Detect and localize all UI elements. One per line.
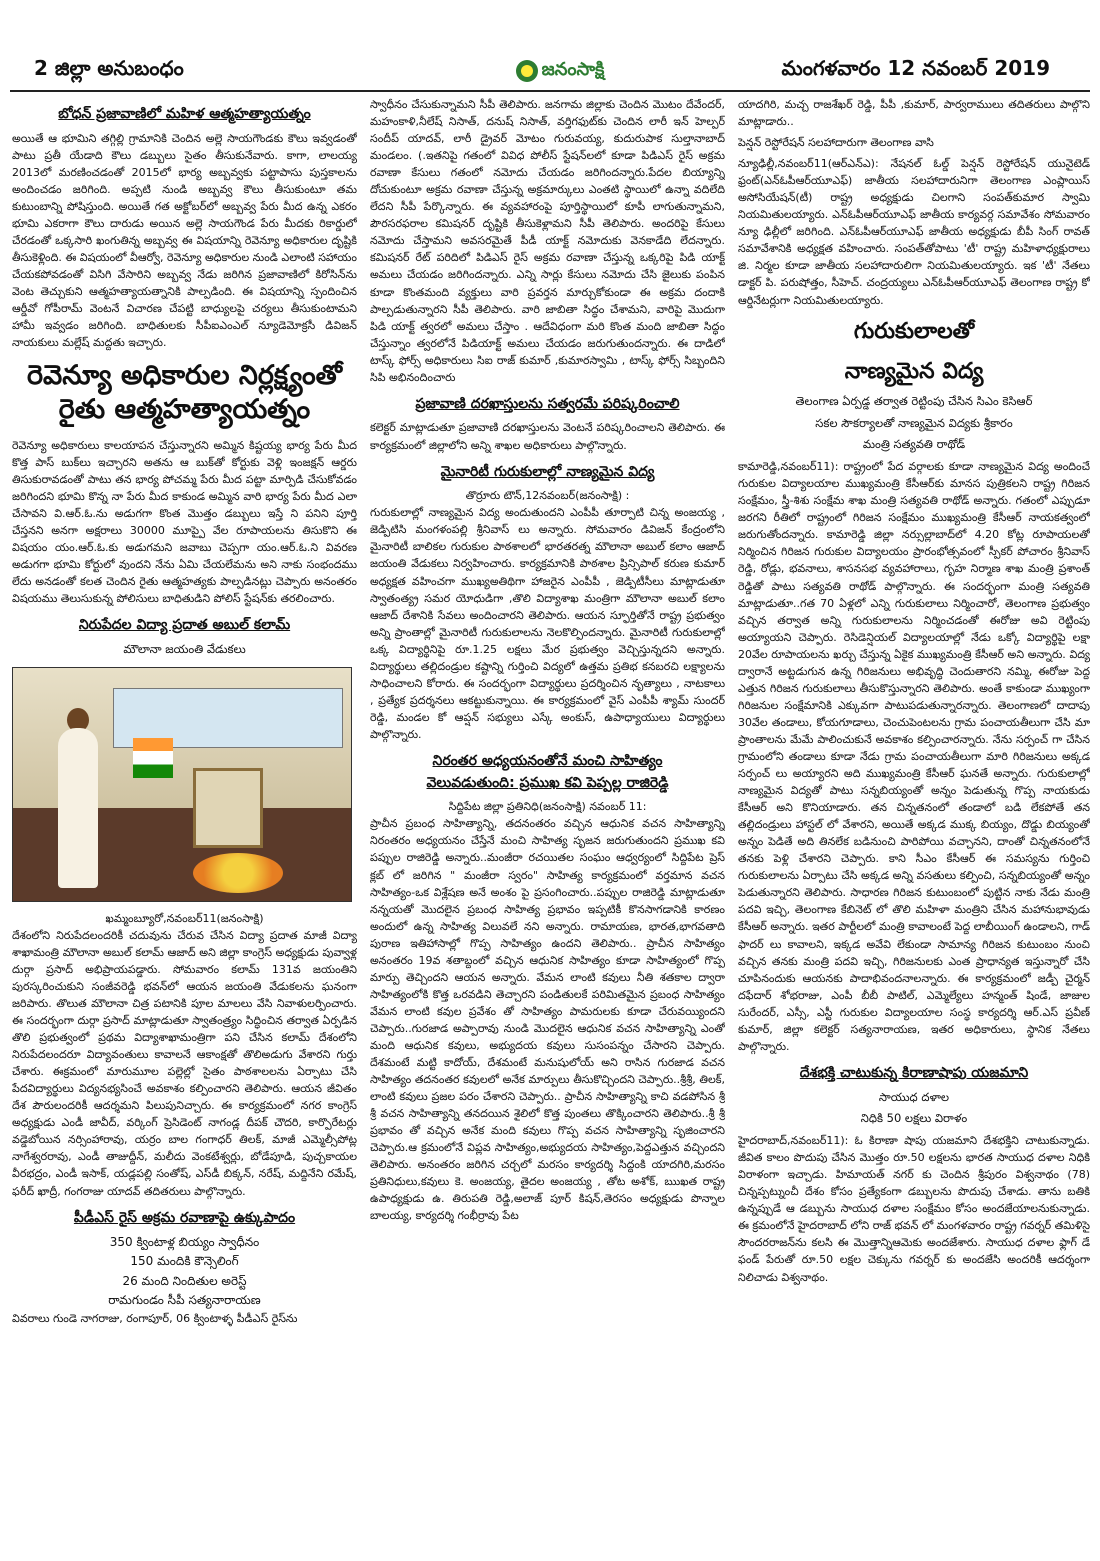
article-text: వివరాలు గుండె నాగరాజు, రంగాపూర్, 06 క్వింటాళ్ళ పీడీఎస్ రైస్‌ను: [12, 1312, 298, 1325]
headline-kalam: నిరుపేదల విద్యా ప్రదాత అబుల్ కలామ్: [78, 617, 291, 634]
column-1: [12, 96, 357, 1536]
dateline: సిద్దిపేట జిల్లా ప్రతినిధి(జనంసాక్షి) నవంబర్ 11:: [448, 800, 647, 814]
subheadline: సాయుధ దళాల: [878, 1089, 950, 1104]
column-3: [738, 96, 1090, 1536]
subheadline: సకల సౌకర్యాలతో నాణ్యమైన విద్యకు శ్రీకారం: [815, 415, 1013, 430]
article-text: యాదగిరి, మచ్చ రాజశేఖర్ రెడ్డి, పీపీ ,కుమార్, పార్వరాములు తదితరులు పాల్గొని మాట్లాడారు..: [738, 98, 1090, 129]
article-text: పెన్షన్ రెస్టోరేషన్ సలహాదారుగా తెలంగాణ వాసి: [738, 136, 934, 150]
issue-date: మంగళవారం 12 నవంబర్ 2019: [781, 56, 1050, 80]
article-text: హైదరాబాద్,నవంబర్11): ఓ కిరాణా షాపు యజమాని దేశభక్తిని చాటుకున్నాడు. జీవిత కాలం పొదుపు చేసిన మొత్తం రూ.50 లక్షలను భారత సాయుధ దళాల నిధికి విరాళంగా ఇచ్చాడు. హిమాయత్ నగర్ కు చెందిన శ్రీపురం విశ్వనాథం (78) చిన్నప్పట్నుంచీ దేశం కోసం ప్రత్యేకంగా డబ్బులను పొదుపు చేశాడు. తాను బతికి ఉన్నప్పుడే ఆ డబ్బును సాయుధ దళాల సంక్షేమం కోసం అందజేయాలనుకున్నాడు. ఈ క్రమంలోనే హైదరాబాద్ లోని రాజ్ భవన్ లో మంగళవారం రాష్ట్ర గవర్నర్ తమిళిసై సౌందరరాజన్‌ను కలసి ఈ మొత్తాన్నిఆమెకు అందజేశారు. సాయుధ దళాల ఫ్లాగ్ డే ఫండ్ పేరుతో రూ.50 లక్షల చెక్కును గవర్నర్ కు అందజేసి అందరికీ ఆదర్శంగా నిలిచాడు విశ్వనాథం.: [738, 1134, 1090, 1284]
logo-text: జనంసాక్షి: [541, 58, 605, 80]
headline-quality: నాణ్యమైన విద్య: [844, 358, 984, 384]
dateline: ఖమ్మంబ్యూరో,నవంబర్11(జనంసాక్షి): [105, 911, 264, 925]
newspaper-logo: [490, 54, 630, 88]
masthead: [10, 52, 1090, 92]
dateline: తొర్రూరు టౌన్,12నవంబర్(జనంసాక్షి) :: [465, 489, 630, 503]
headline-gurukul: గురుకులాలతో: [853, 318, 975, 344]
article-text: న్యూఢిల్లీ,నవంబర్11(ఆర్ఎన్ఎ): నేషనల్ ఓల్డ్ పెన్షన్ రెస్టోరేషన్ యునైటెడ్ ఫ్రంట్(ఎన్ఓపీఆర్‌యూఎఫ్) జాతీయ సలహాదారునిగా తెలంగాణ ఎంప్లాయిస్ అసోసియేషన్(టీ) రాష్ట్ర అధ్యక్షుడు చిలగాని సంపత్‌కుమార స్వామి నియమితులయ్యారు. ఎన్ఓపీఆర్‌యూఎఫ్ జాతీయ కార్యవర్గ సమావేశం సోమవారం న్యూ ఢిల్లీలో జరిగింది. ఎన్ఓపీఆర్‌యూఎఫ్ జాతీయ అధ్యక్షుడు బీపీ సింగ్ రావత్ సమావేశానికి అధ్యక్షత వహించారు. సంపత్‌తోపాటు 'టీ' రాష్ట్ర మహిళాధ్యక్షురాలు జి. నిర్మల కూడా జాతీయ సలహాదారులిగా నియమితులయ్యారు. ఇక 'టీ' నేతలు డాక్టర్ పి. పరుషోత్తం, సీహెచ్. చంద్రయ్యలు ఎన్ఓపీఆర్‌యూఎఫ్ తెలంగాణ రాష్ట్ర కో ఆర్డినేటర్లుగా నియమితులయ్యారు.: [738, 157, 1090, 307]
headline-prajavani: ప్రజావాణి దరఖాస్తులను సత్వరమే పరిష్కరించాలి: [415, 395, 680, 412]
article-text: కామారెడ్డి,నవంబర్11): రాష్ట్రంలో పేద వర్గాలకు కూడా నాణ్యమైన విద్య అందించే గురుకుల విద్యాలయాల ముఖ్యమంత్రి కేసీఆర్‌కు మానస పుత్రికలని రాష్ట్ర గిరిజన సంక్షేమం, స్త్రీ-శిశు సంక్షేమ శాఖ మంత్రి సత్యవతి రాథోడ్ అన్నారు. గతంలో ఎప్పుడూ జరగని రీతిలో రాష్ట్రంలో గిరిజన సంక్షేమం ముఖ్యమంత్రి కేసీఆర్ నాయకత్వంలో జరుగుతోందన్నారు. కామారెడ్డి జిల్లా నర్సుల్లాబాద్‌లో 4.20 కోట్ల రూపాయలతో నిర్మించిన గిరిజన గురుకుల విద్యాలయం ప్రారంభోత్సవంలో స్పీకర్ పోచారం శ్రీనివాస్ రెడ్డి, రోడ్లు, భవనాలు, శాసనసభ వ్యవహారాలు, గృహ నిర్మాణ శాఖ మంత్రి ప్రశాంత్ రెడ్డితో పాటు సత్యవతి రాథోడ్ పాల్గొన్నారు. ఈ సందర్భంగా మంత్రి సత్యవతి మాట్లాడుతూ..గత 70 ఏళ్లలో ఎన్ని గురుకులాలు నిర్మించారో, తెలంగాణ ప్రభుత్వం వచ్చిన తర్వాత అన్ని గురుకులాలను నిర్మించడంతో ఈరోజు అవి రెట్టింపు అయ్యాయని చెప్పారు. రెసిడెన్షియల్ విద్యాలయాల్లో నేడు ఒక్కో విద్యార్థిపై లక్షా 20వేల రూపాయలను ఖర్చు చేస్తున్న ఏకైక ముఖ్యమంత్రి కేసీఆర్ అని అన్నారు. విద్య ద్వారానే అట్టడుగున ఉన్న గిరిజనులు అభివృద్ధి చెందుతారని నమ్మి, ఈరోజు పెద్ద ఎత్తున గిరిజన గురుకులాలు తీసుకొస్తున్నారని తెలిపారు. అంతే కాకుండా ముఖ్యంగా గిరిజనుల సంక్షేమానికి ఎక్కువగా పాటుపడుతున్నారన్నారు. తెలంగాణలో దాదాపు 30వేల తండాలు, కోయగూడాలు, చెంచుపెంటలను గ్రామ పంచాయతీలుగా చేసి మా ప్రాంతాలను మేమే పాలించుకునే అవకాశం కల్పించారన్నారు. నేను సర్పంచ్ గా చేసిన గ్రామంలోని తండాలు కూడా నేడు గ్రామ పంచాయతీలుగా మారి గిరిజనులు అక్కడ సర్పంచ్ లు అయ్యారని అది ముఖ్యమంత్రి కేసీఆర్ ఘనతే అన్నారు. గురుకులాల్లో నాణ్యమైన విద్యతో పాటు సన్నబియ్యంతో అన్నం పెడుతున్న గొప్ప నాయకుడు కేసీఆర్ అని కొనియాడారు. తన చిన్నతనంలో తండాలో బడి లేకపోతే తన తల్లిదండ్రులు హాస్టల్ లో వేశారని, అయితే అక్కడ ముక్క బియ్యం, దొడ్డు బియ్యంతో అన్నం పెడితే అది తినలేక బడినుంచి పారిపోయి వచ్చానని, దాంతో చిన్నతనంలోనే తనకు పెళ్లి చేశారని చెప్పారు. కాని సీఎం కేసీఆర్ ఈ సమస్యను గుర్తించి గురుకులాలను ఏర్పాటు చేసి అక్కడ అన్ని వసతులు కల్పించి, సన్నబియ్యంతో అన్నం పెడుతున్నారని తెలిపారు. సాధారణ గిరిజన కుటుంబంలో పుట్టిన నాకు నేడు మంత్రి పదవి ఇచ్చి, తెలంగాణ కేబినెట్ లో తొలి మహిళా మంత్రిని చేసిన మహానుభావుడు కేసీఆర్ అన్నారు. ఇతర పార్టీలలో మంత్రి కావాలంటే పెద్ద లాబీయింగ్ ఉండాలని, గాడ్ ఫాదర్ లు కావాలని, ఇక్కడ అవేవి లేకుండా సామాన్య గిరిజన కుటుంబం నుంచి వచ్చిన తనకు మంత్రి పదవి ఇచ్చి, గిరిజనులకు ఎంత ప్రాధాన్యత ఇస్తున్నారో చేసి చూపినందుకు ఆయనకు పాదాభివందనాలన్నారు. ఈ కార్యక్రమంలో జడ్పీ చైర్మన్ దఫేదార్ శోభరాజు, ఎంపీ బీబీ పాటిల్, ఎమ్మెల్యేలు హన్మంత్ షిండే, జాజుల సురేందర్, ఎస్సీ, ఎస్టీ గురుకుల విద్యాలయాల సంస్థ కార్యదర్శి ఆర్.ఎస్ ప్రవీణ్ కుమార్, జిల్లా కలెక్టర్ సత్యనారాయణ, ఇతర అధికారులు, స్థానిక నేతలు పాల్గొన్నారు.: [738, 460, 1090, 1053]
pds-highlights: 350 క్వింటాళ్ల బియ్యం స్వాధీనం 150 మందికి కౌన్సెలింగ్ 26 మంది నిందితుల అరెస్ట్ రామగుండం సీపీ సత్యనారాయణ: [108, 1235, 261, 1307]
logo-icon: [516, 60, 538, 82]
subheadline: తెలంగాణ ఏర్పడ్డ తర్వాత రెట్టింపు చేసిన సిఎం కెసిఆర్: [795, 393, 1033, 408]
article-text: స్వాధీనం చేసుకున్నామని సీపీ తెలిపారు. జనగామ జిల్లాకు చెందిన మొటం దేవేందర్, మహంకాళి,నీలేష్ నిసాత్, దనుష్ నిసాత్, వర్తిగఫుట్‌కు చెందిన లారీ ఇన్ హెల్పర్ సందీప్ యాదవ్, లారీ డ్రైవర్ మోటం గురువయ్య, కుదురుపాక సుల్తానాబాద్ మండలం. (.ఇతనిపై గతంలో వివిధ పోలీస్ స్టేషన్‌లలో కూడా పిడిఎస్ రైస్ అక్రమ రవాణా కేసులు గతంలో నమోదు చేయడం జరిగిందన్నారు.పేదల బియ్యాన్ని దోచుకుంటూ అక్రమ రవాణా చేస్తున్న అక్రమార్కులు ఎంతటి స్థాయిలో ఉన్నా వదిలేది లేదని సీపీ పేర్కొన్నారు. ఈ వ్యవహారంపై పూర్తిస్థాయిలో కూపీ లాగుతున్నామని, పౌరసరఫరాల కమిషనర్ దృష్టికి తీసుకెళ్లామని సీపీ తెలిపారు. అందరిపై కేసులు నమోదు చేస్తామని అవసరమైతే పీడీ యాక్ట్ నమోదుకు వెనకాడేది లేదన్నారు. కమిషనర్ రేట్ పరిదిలో పిడిఎస్ రైస్ అక్రమ రవాణా చేస్తున్న ఒక్కరిపై పిడి యాక్ట్ అమలు చేయడం జరిగిందన్నారు. ఎన్ని సార్లు కేసులు నమోదు చేసి జైలుకు పంపిన కూడా కొంతమంది వ్యక్తులు వారి ప్రవర్తన మార్చుకోకుండా ఈ అక్రమ దందాకి పాల్పడుతున్నారని సీపీ తెలిపారు. వారి జాబితా సిద్ధం చేశామని, వారిపై మెుదుగా పిడి యాక్ట్ త్వరలో అమలు చేస్తాం . ఆదేవిధంగా మరి కొంత మంది జాబితా సిద్ధం చేస్తున్నాం త్వరలోనే పిడియాక్ట్ అమలు చేయడం జరుగుతుందన్నారు. ఈ దాడిలో టాస్క్ ఫోర్స్ అధికారులు సిఐ రాజ్ కుమార్ ,కుమారస్వామి , టాస్క్ ఫోర్స్ సిబ్బందిని సిపి అభినందించారు: [370, 98, 725, 384]
column-2: [370, 96, 725, 1536]
subheadline: మంత్రి సత్యవతి రాథోడ్: [862, 437, 966, 452]
headline-grocer: దేశభక్తి చాటుకున్న కిరాణాషాపు యజమాని: [799, 1064, 1029, 1081]
headline-minority: మైనారిటీ గురుకులాల్లో నాణ్యమైన విద్య: [440, 463, 655, 480]
headline-pds: పీడీఎస్ రైస్ అక్రమ రవాణాపై ఉక్కుపాదం: [73, 1209, 296, 1226]
article-text: ప్రాచీన ప్రబంధ సాహిత్యాన్ని, తదనంతరం వచ్చిన ఆధునిక వచన సాహిత్యాన్ని నిరంతరం అధ్యయనం చేస్తేనే మంచి సాహిత్య సృజన జరుగుతుందని ప్రముఖ కవి పప్పుల రాజిరెడ్డి అన్నారు..మంజీరా రచయితల సంఘం ఆధ్వర్యంలో సిద్దిపేట ప్రెస్ క్లబ్ లో జరిగిన " మంజీరా స్వరం" సాహిత్య కార్యక్రమంలో వర్తమాన వచన సాహిత్యం-ఒక విశ్లేషణ అనే అంశం పై ప్రసంగించారు..పప్పుల రాజిరెడ్డి మాట్లాడుతూ నన్నయతో మొదలైన ప్రబంధ సాహిత్య ప్రభావం ఇప్పటికీ కొనసాగడానికి కారణం అందులో ఉన్న సాహిత్య విలువలే నని అన్నారు. రామాయణ, భారత,భాగవతాది పురాణ ఇతిహాసాల్లో గొప్ప సాహిత్యం ఉందని తెలిపారు.. ప్రాచీన సాహిత్యం అనంతరం 19వ శతాబ్దంలో వచ్చిన ఆధునిక సాహిత్యం కూడా సాహిత్యంలో గొప్ప మార్పు తెచ్చిందని ఆయన అన్నారు. వేమన లాంటి కవులు నీతి శతకాల ద్వారా సాహిత్యంలోకి కొత్త ఒరవడిని తెచ్చారని పండితులకే పరిమితమైన ప్రబంధ సాహిత్యం వేమన లాంటి కవుల ప్రవేశం తో సాహిత్యం పామరులకు కూడా చేరువయ్యిందని చెప్పారు..గురజాడ అప్పారావు నుండి మొదలైన ఆధునిక వచన సాహిత్యాన్ని ఎంతో మంది ఆధునిక కవులు, అభ్యుదయ కవులు సుసంపన్నం చేసారని చెప్పారు. దేశమంటే మట్టి కాదోయ్, దేశమంటే మనుషులోయ్ అని రాసిన గురజాడ వచన సాహిత్యం తదనంతర కవులలో అనేక మార్పులు తీసుకొచ్చిందని చెప్పారు..శ్రీశ్రీ, తిలక్, లాంటి కవులు ప్రజల పరం చేశారని చెప్పారు.. ప్రాచీన సాహిత్యాన్ని కాచి వడపోసిన శ్రీ శ్రీ వచన సాహిత్యాన్ని తనదయిన శైలిలో కొత్త పుంతలు తొక్కించారని తెలిపారు..శ్రీ శ్రీ ప్రభావం తో వచ్చిన అనేక మంది కవులు గొప్ప వచన సాహిత్యాన్ని సృజించారని చెప్పారు.ఆ క్రమంలోనే విప్లవ సాహిత్యం,అభ్యుదయ సాహిత్యం,పెద్దఎత్తున వచ్చిందని తెలిపారు. అనంతరం జరిగిన చర్చలో మరసం కార్యదర్శి సిద్దంకి యాదగిరి,మరసం ప్రతినిధులు,కవులు కె. అంజయ్య, తైదల అంజయ్య , తోట అశోక్, ఋఖత రాష్ట్ర ఉపాధ్యక్షుడు ఉ. తిరుపతి రెడ్డి,అలాజ్ పూర్ కిషన్,తెరసం అధ్యక్షుడు పొన్నాల బాలయ్య, కార్యదర్శి గంభీర్రావు పేట: [370, 817, 725, 1223]
subheadline: నిధికి 50 లక్షలు విరాళం: [860, 1111, 968, 1126]
headline-literature: నిరంతర అధ్యయనంతోనే మంచి సాహిత్యం వెలువడుతుంది: ప్రముఖ కవి పెప్పల్ల రాజిరెడ్డి: [426, 752, 669, 791]
subheadline: మౌలానా జయంతి వేడుకలు: [123, 641, 246, 656]
article-text: అయితే ఆ భూమిని తగ్గిల్లి గ్రామానికి చెందిన అల్లె సాయగౌండకు కౌలు ఇవ్వడంతో పాటు ప్రతీ యేడాది కౌలు డబ్బులు సైతం తీసుకునేవారు. కాగా, లాలయ్య 2013లో మరణించడంతో 2015లో భార్య అబ్బవ్వకు పట్టాపాసు పుస్తకాలను అందించడం జరిగింది. అప్పటి నుండి అబ్బవ్వ కౌలు తీసుకుంటూ తమ కుటుంబాన్ని పోషిస్తుంది. అయితే గత అక్టోబర్‌లో అబ్బవ్వ పేరు మీద ఉన్న ఎకరం భూమి ఎకరాగా కౌలు దారుడు అయిన అల్లె సాయగౌండ పేరు మీదకు రికార్డులో చేరడంతో ఒక్కసారి ఖంగుతిన్న అబ్బవ్వ ఈ విషయాన్ని రెవెన్యూ అధికారుల దృష్టికి తీసుకెళ్లింది. ఈ విషయంలో వీఆర్వో, రెవెన్యూ అధికారుల నుండి ఎలాంటి సహాయం చేయకపోవడంతో విసిగి వేసారిని అబ్బవ్వ నేడు జరిగిన ప్రజావాణిలో కిరోసిన్‌ను వెంట తెచ్చుకుని ఆత్మహత్యాయత్నానికి పాల్పడింది. ఈ విషయాన్ని స్పందించిన ఆర్డీవో గోపీరామ్ వెంటనే విచారణ చేపట్టి బాధ్యులపై చర్యలు తీసుకుంటామని హామీ ఇవ్వడం జరిగింది. బాధితులకు సీపీఐఎంఎల్ న్యూడెమోక్రసీ డివిజన్ నాయకులు మల్లేష్ మద్దతు ఇచ్చారు.: [12, 131, 357, 350]
article-text: దేశంలోని నిరుపేదలందరికీ చదువును చేరువ చేసిన విద్యా ప్రదాత మాజీ విద్యా శాఖామంత్రి మౌలానా అబుల్ కలామ్ ఆజాద్ అని జిల్లా కాంగ్రెస్ అధ్యక్షుడు పువ్వాళ్ల దుర్గా ప్రసాద్ అభిప్రాయపడ్డారు. సోమవారం కలామ్ 131వ జయంతిని పురస్కరించుకుని సంజీవరెడ్డి భవన్‌లో ఆయన జయంతి వేడుకలను ఘనంగా జరిపారు. తొలుత మౌలానా చిత్ర పటానికి పూల మాలలు వేసి నివాళులర్పించారు. ఈ సందర్భంగా దుర్గా ప్రసాద్ మాట్లాడుతూ స్వాతంత్ర్యం సిద్ధించిన తర్వాత ఏర్పడిన తొలి ప్రభుత్వంలో ప్రథమ విద్యాశాఖామంత్రిగా పని చేసిన కలామ్ దేశంలోని నిరుపేదలందరూ విద్యావంతులు కావాలనే ఆకాంక్షతో తొలిఅడుగు వేశారని గుర్తు చేశారు. ఈక్రమంలో మారుమూల పల్లెల్లో సైతం పాఠశాలలను ఏర్పాటు చేసి పేదవిద్యార్థులు విద్యనభ్యసించే అవకాశం కల్పించారని తెలిపారు. ఆయన జీవితం దేశ పౌరులందరికీ ఆదర్శమని పిలుపునిచ్చారు. ఈ కార్యక్రమంలో నగర కాంగ్రెస్ అధ్యక్షుడు ఎండీ జావీద్, వర్కింగ్ ప్రెసిడెంట్ నాగండ్ల దీపక్ చౌదరి, కార్పొరేటర్లు వడ్డెబోయిన నర్సింహారావు, యర్రం బాల గంగాధర్ తిలక్, మాజీ ఎమ్మెల్సీపోట్ల నాగేశ్వరరావు, ఎండీ తాజుద్దీన్, మలీదు వెంకటేశ్వర్లు, బోడేపూడి, పుచ్చకాయల వీరభద్రం, ఎండీ ఇసాక్, యడ్లపల్లి సంతోష్, ఎస్‌డీ బిక్కన్, నరేష్, మద్దినేని రమేష్, ఫరీద్ ఖాద్రీ, గంగరాజు యాదవ్ తదితరులు పాల్గొన్నారు.: [12, 928, 357, 1198]
event-photo: [12, 667, 352, 902]
headline-revenue: రెవెన్యూ అధికారుల నిర్లక్ష్యంతో రైతు ఆత్మహత్యాయత్నం: [26, 360, 343, 426]
article-text: గురుకులాల్లో నాణ్యమైన విద్య అందుతుందని ఎంపీపీ తూర్పాటి చిన్న అంజయ్య , జెడ్పిటిసి మంగళంపల్లి శ్రీనివాస్ లు అన్నారు. సోమవారం డివిజన్ కేంద్రంలోని మైనారిటీ బాలికల గురుకుల పాఠశాలలో భారతరత్న మౌలానా అబుల్ కలాం ఆజాద్ జయంతి వేడుకలు నిర్వహించారు. కార్యక్రమానికి పాఠశాల ప్రిన్సిపాల్ కరుణ కుమార్ అధ్యక్షత వహించగా ముఖ్యఅతిథిగా హాజరైన ఎంపీపీ , జెడ్పిటీసీలు మాట్లాడుతూ స్వాతంత్య్ర సమర యోధుడిగా ,తొలి విద్యాశాఖ మంత్రిగా మౌలానా అబుల్ కలాం ఆజాద్ దేశానికి సేవలు అందించారని తెలిపారు. ఆయన స్ఫూర్తితోనే రాష్ట్ర ప్రభుత్వం అన్ని ప్రాంతాల్లో మైనారిటీ గురుకులాలను నెలకొల్పిందన్నారు. మైనారిటీ గురుకులాల్లో ఒక్క విద్యార్థినిపై రూ.1.25 లక్షలు మేర ప్రభుత్వం వెచ్చిస్తున్నదని అన్నారు. విద్యార్థులు తల్లిదండ్రుల కష్టాన్ని గుర్తించి విద్యలో ఉత్తమ ప్రతిభ కనబరచి లక్ష్యాలను సాధించాలని కోరారు. ఈ సందర్భంగా విద్యార్థులు ప్రదర్శించిన నృత్యాలు , నాటకాలు , ప్రత్యేక ప్రదర్శనలు ఆకట్టుకున్నాయి. ఈ కార్యక్రమంలో వైస్ ఎంపీపీ శ్యామ్ సుందర్ రెడ్డి, మండల కో ఆప్షన్ సభ్యులు ఎస్కే అంకుస్, ఉపాధ్యాయులు విద్యార్థులు పాల్గొన్నారు.: [370, 506, 725, 741]
page-label: 2 జిల్లా అనుబంధం: [34, 56, 184, 80]
headline-bodhan: బోధన్ ప్రజావాణిలో మహిళ ఆత్మహత్యాయత్నం: [58, 106, 311, 122]
article-text: రెవెన్యూ అధికారులు కాలయాపన చేస్తున్నారని అమ్మిన కిష్టయ్య భార్య పేరు మీద కొత్త పాస్ బుక్‌లు ఇచ్చారని అతను ఆ బుక్‌తో కోర్టుకు వెళ్లి ఇంజక్షన్ ఆర్డరు తిసుకురావడంతో పాటు తన భార్య పోచమ్మ పేరు మీద పట్టా మార్పిడి చేసుకోవడం జరిగిందని భూమి కొన్న నా పేరు మీద కాకుండ అమ్మిన వారి భార్య పేరు మీద ఎలా చేసావని వి.ఆర్.ఓ.ను అడుగగా కొంత మొత్తం డబ్బులు ఇస్తే ని పనిని పూర్తి చేస్తనని అనగా అక్షరాలు 30000 మూప్పై వేల రూపాయలను తిసుకొని ఈ విషయం యం.ఆర్.ఓ.కు అడుగమని జవాబు చెప్పగా యం.ఆర్.ఓ.ని వివరణ అడుగగా భూమి కోర్టులో వుందని నేను ఏమి చేయలేమను అని నాకు సంభందము లేదు అనడంతో కలత చెందిన రైతు ఆత్మహత్యకు పాల్పడినట్లు చెప్పారు అనంతరం విషయము తెలుసుకున్న పోలిసులు బాధితుడిని పోలిస్ స్టేషన్‌కు తరలించారు.: [12, 438, 357, 606]
article-text: కలెక్టర్ మాట్లాడుతూ ప్రజావాణి దరఖాస్తులను వెంటనే పరిష్కరించాలని తెలిపారు. ఈ కార్యక్రమంలో జిల్లాలోని అన్ని శాఖల అధికారులు పాల్గొన్నారు.: [370, 421, 725, 452]
